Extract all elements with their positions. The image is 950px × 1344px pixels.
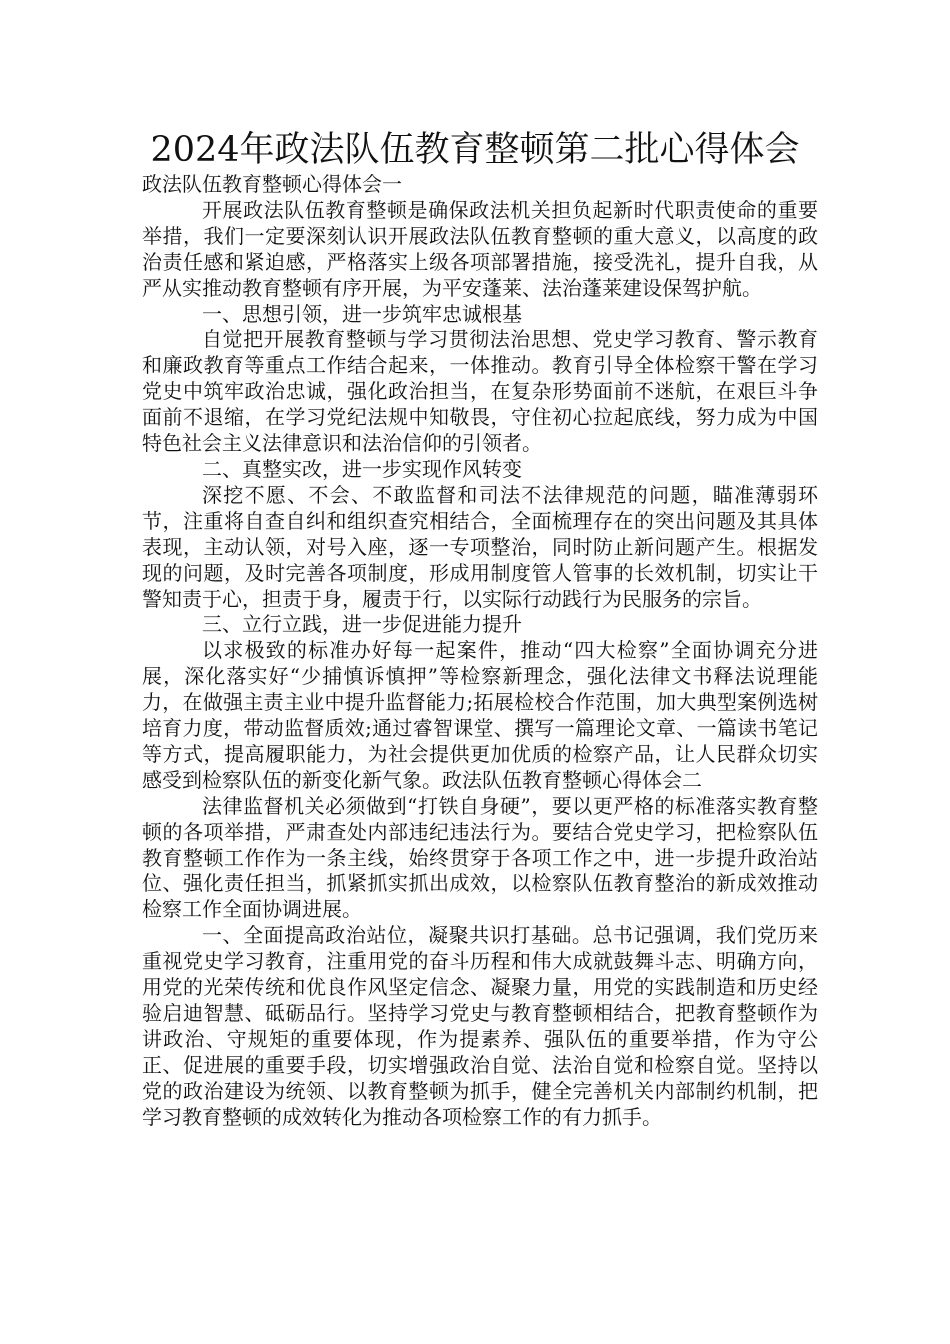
document-body <box>142 172 818 1131</box>
section-subtitle: 政法队伍教育整顿心得体会二 <box>442 767 702 792</box>
body-paragraph: 深挖不愿、不会、不敢监督和司法不法律规范的问题，瞄准薄弱环节，注重将自查自纠和组织查究相结合，全面梳理存在的突出问题及其具体表现，主动认领，对号入座，逐一专项整治，同时防止新问题产生。根据发现的问题，及时完善各项制度，形成用制度管人管事的长效机制，切实让干警知责于心，担责于身，履责于行，以实际行动践行为民服务的宗旨。 <box>142 482 818 611</box>
section-subtitle: 政法队伍教育整顿心得体会一 <box>142 172 402 196</box>
body-paragraph-text: 以求极致的标准办好每一起案件，推动“四大检察”全面协调充分进展，深化落实好“少捕慎诉慎押”等检察新理念，强化法律文书释法说理能力，在做强主责主业中提升监督能力;拓展检校合作范围，加大典型案例选树培育力度，带动监督质效;通过睿智课堂、撰写一篇理论文章、一篇读书笔记等方式，提高履职能力，为社会提供更加优质的检察产品，让人民群众切实感受到检察队伍的新变化新气象。 <box>142 638 818 792</box>
document-title: 2024年政法队伍教育整顿第二批心得体会 <box>150 130 800 170</box>
section-heading: 三、立行立践，进一步促进能力提升 <box>202 612 522 637</box>
section-heading: 二、真整实改，进一步实现作风转变 <box>202 456 522 481</box>
body-paragraph: 一、全面提高政治站位，凝聚共识打基础。总书记强调，我们党历来重视党史学习教育，注重用党的奋斗历程和伟大成就鼓舞斗志、明确方向，用党的光荣传统和优良作风坚定信念、凝聚力量，用党的实践制造和历史经验启迪智慧、砥砺品行。坚持学习党史与教育整顿相结合，把教育整顿作为讲政治、守规矩的重要体现，作为提素养、强队伍的重要举措，作为守公正、促进展的重要手段，切实增强政治自觉、法治自觉和检察自觉。坚持以党的政治建设为统领、以教育整顿为抓手，健全完善机关内部制约机制，把学习教育整顿的成效转化为推动各项检察工作的有力抓手。 <box>142 923 818 1129</box>
body-paragraph <box>142 638 818 793</box>
section-heading: 一、思想引领，进一步筑牢忠诚根基 <box>202 301 522 326</box>
body-paragraph: 自觉把开展教育整顿与学习贯彻法治思想、党史学习教育、警示教育和廉政教育等重点工作结合起来，一体推动。教育引导全体检察干警在学习党史中筑牢政治忠诚，强化政治担当，在复杂形势面前不迷航，在艰巨斗争面前不退缩，在学习党纪法规中知敬畏，守住初心拉起底线，努力成为中国特色社会主义法律意识和法治信仰的引领者。 <box>142 327 818 456</box>
body-paragraph: 开展政法队伍教育整顿是确保政法机关担负起新时代职责使命的重要举措，我们一定要深刻认识开展政法队伍教育整顿的重大意义，以高度的政治责任感和紧迫感，严格落实上级各项部署措施，接受洗礼，提升自我，从严从实推动教育整顿有序开展，为平安蓬莱、法治蓬莱建设保驾护航。 <box>142 197 818 300</box>
body-paragraph: 法律监督机关必须做到“打铁自身硬”，要以更严格的标准落实教育整顿的各项举措，严肃查处内部违纪违法行为。要结合党史学习，把检察队伍教育整顿工作作为一条主线，始终贯穿于各项工作之中，进一步提升政治站位、强化责任担当，抓紧抓实抓出成效，以检察队伍教育整治的新成效推动检察工作全面协调进展。 <box>142 793 818 922</box>
